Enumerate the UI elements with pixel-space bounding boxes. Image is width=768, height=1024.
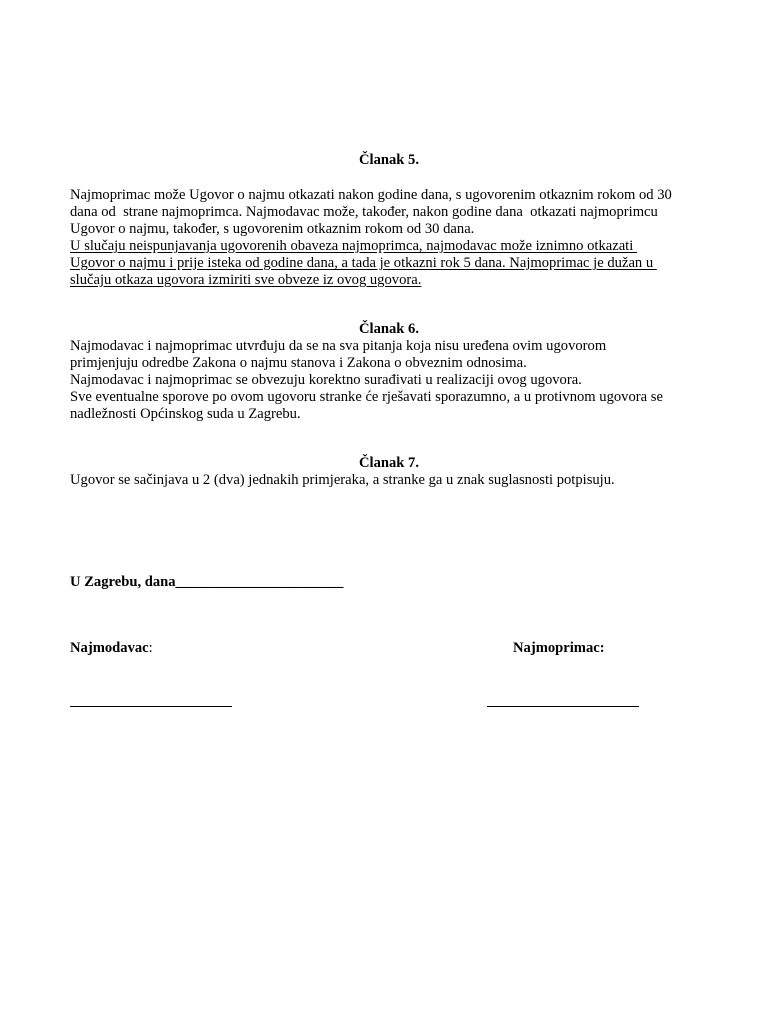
article-6-line: nadležnosti Općinskog suda u Zagrebu. <box>70 406 301 422</box>
place-date: U Zagrebu, dana_______________________ <box>70 574 344 590</box>
article-5-line: Najmoprimac može Ugovor o najmu otkazati nakon godine dana, s ugovorenim otkaznim rokom od 30 <box>70 187 672 203</box>
article-5-underlined-line: Ugovor o najmu i prije isteka od godine dana, a tada je otkazni rok 5 dana. Najmoprimac je dužan u <box>70 255 657 271</box>
article-7-body <box>70 472 730 489</box>
article-5-line: Ugovor o najmu, također, s ugovorenim otkaznim rokom od 30 dana. <box>70 221 475 237</box>
article-6-line: Sve eventualne sporove po ovom ugovoru stranke će rješavati sporazumno, a u protivnom ugovora se <box>70 389 663 405</box>
article-5-line: dana od strane najmoprimca. Najmodavac može, također, nakon godine dana otkazati najmoprimcu <box>70 204 658 220</box>
article-5-title: Članak 5. <box>358 152 419 168</box>
article-5-body <box>70 187 730 289</box>
landlord-label-wrap <box>70 640 153 657</box>
article-6-body <box>70 338 730 423</box>
article-6-line: Najmodavac i najmoprimac se obvezuju korektno surađivati u realizaciji ovog ugovora. <box>70 372 582 388</box>
tenant-signature-line <box>487 706 639 707</box>
landlord-signature-line <box>70 706 232 707</box>
article-7-title: Članak 7. <box>358 455 419 471</box>
article-6-title: Članak 6. <box>358 321 419 337</box>
article-6-line: Najmodavac i najmoprimac utvrđuju da se na sva pitanja koja nisu uređena ovim ugovorom <box>70 338 607 354</box>
article-5-underlined-line: slučaju otkaza ugovora izmiriti sve obveze iz ovog ugovora. <box>70 272 422 288</box>
article-6-line: primjenjuju odredbe Zakona o najmu stanova i Zakona o obveznim odnosima. <box>70 355 527 371</box>
article-7-line: Ugovor se sačinjava u 2 (dva) jednakih primjeraka, a stranke ga u znak suglasnosti potpisuju. <box>70 472 615 488</box>
article-5-underlined-line: U slučaju neispunjavanja ugovorenih obaveza najmoprimca, najmodavac može iznimno otkazati <box>70 238 637 254</box>
tenant-label: Najmoprimac: <box>513 640 605 656</box>
landlord-label-colon: : <box>148 640 153 656</box>
landlord-label: Najmodavac <box>70 640 149 656</box>
